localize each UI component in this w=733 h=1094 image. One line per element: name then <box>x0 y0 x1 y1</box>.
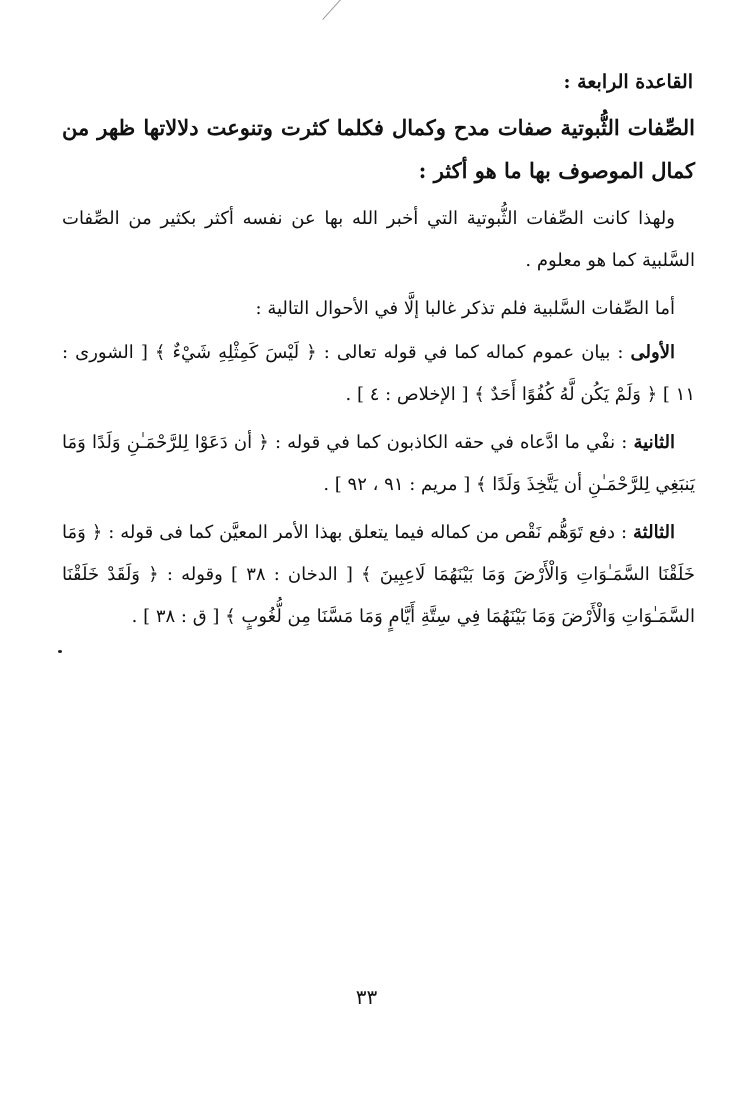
case-first <box>62 332 695 416</box>
paragraph-negative-attributes-intro: أما الصِّفات السَّلبية فلم تذكر غالبا إلَّا في الأحوال التالية : <box>255 298 675 319</box>
paragraph-positive-attributes: ولهذا كانت الصِّفات الثُّبوتية التي أخبر الله بها عن نفسه أكثر بكثير من الصِّفات السَّلبية كما هو معلوم . <box>62 208 695 271</box>
case-text: : دفع تَوَهُّم نَقْص من كماله فيما يتعلق بهذا الأمر المعيَّن كما فى قوله : ﴿ وَمَا خَلَقْنَا السَّمَـٰوَاتِ وَالْأَرْضَ وَمَا بَيْنَهُمَا لَاعِبِينَ ﴾ [ الدخان : ٣٨ ] وقوله : ﴿ وَلَقَدْ خَلَقْنَا السَّمَـٰوَاتِ وَالْأَرْضَ وَمَا بَيْنَهُمَا فِي سِتَّةِ أَيَّامٍ وَمَا مَسَّنَا مِن لُّغُوبٍ ﴾ [ ق : ٣٨ ] . <box>62 522 695 627</box>
case-second <box>62 422 695 506</box>
rule-heading: القاعدة الرابعة : <box>563 71 693 93</box>
rule-statement: الصِّفات الثُّبوتية صفات مدح وكمال فكلما كثرت وتنوعت دلالاتها ظهر من كمال الموصوف بها ما هو أكثر : <box>62 115 695 183</box>
page-content <box>62 62 695 644</box>
page-number: ٣٣ <box>355 985 378 1009</box>
case-text: : نفْي ما ادَّعاه في حقه الكاذبون كما في قوله : ﴿ أن دَعَوْا لِلرَّحْمَـٰنِ وَلَدًا وَمَا يَنبَغِي لِلرَّحْمَـٰنِ أن يَتَّخِذَ وَلَدًا ﴾ [ مريم : ٩١ ، ٩٢ ] . <box>62 432 695 495</box>
scan-artifact-line <box>322 0 345 20</box>
case-label: الثانية <box>633 432 675 453</box>
case-label: الثالثة <box>633 522 675 543</box>
scan-artifact-dot <box>58 650 62 653</box>
case-label: الأولى <box>630 342 675 363</box>
case-text: : بيان عموم كماله كما في قوله تعالى : ﴿ لَيْسَ كَمِثْلِهِ شَيْءٌ ﴾ [ الشورى : ١١ ] ﴿ وَلَمْ يَكُن لَّهُ كُفُوًا أَحَدٌ ﴾ [ الإخلاص : ٤ ] . <box>62 342 695 405</box>
case-third <box>62 512 695 638</box>
